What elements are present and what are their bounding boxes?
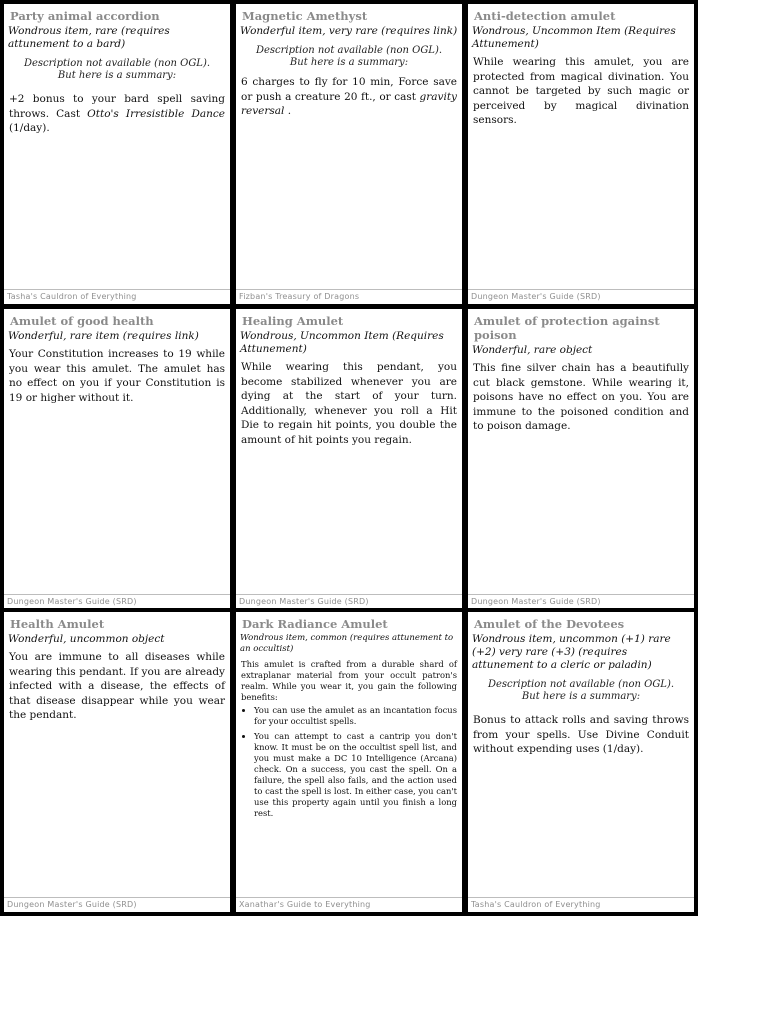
card-type: Wonderful item, very rare (requires link) (240, 25, 458, 37)
card-type: Wondrous, Uncommon Item (Requires Attunement) (240, 330, 444, 355)
card-note-line: Description not available (non OGL). (255, 45, 443, 56)
card-body (4, 82, 230, 136)
list-item: • You can attempt to cast a cantrip you don't know. It must be on the occultist spell list, and you must make a DC 10 Intelligence (Arcana) check. On a success, you cast the spell. On a failure, the spell also fails, and the action used to cast the spell is lost. In either case, you can't use this property again until you finish a long rest. (254, 731, 457, 819)
card-title: Amulet of protection against poison (474, 314, 660, 342)
card-body: This amulet is crafted from a durable shard of extraplanar material from your occult patron's realm. While you wear it, you gain the following benefits: (241, 659, 457, 702)
card-source: Fizban's Treasury of Dragons (236, 289, 462, 304)
card-source: Dungeon Master's Guide (SRD) (4, 897, 230, 912)
card-source: Dungeon Master's Guide (SRD) (4, 594, 230, 609)
card-note-line: But here is a summary: (289, 57, 409, 68)
card-body: This fine silver chain has a beautifully cut black gemstone. While wearing it, poisons have no effect on you. You are immune to the poisoned condition and to poison damage. (473, 362, 689, 432)
card-source: Dungeon Master's Guide (SRD) (468, 594, 694, 609)
card-type: Wondrous item, rare (requires attunement to a bard) (8, 25, 170, 50)
card-type: Wondrous, Uncommon Item (Requires Attunement) (472, 25, 676, 50)
card-type: Wonderful, rare object (472, 344, 593, 356)
list-item: • You can use the amulet as an incantation focus for your occultist spells. (254, 705, 457, 727)
card-type: Wonderful, uncommon object (8, 633, 165, 645)
body-text: (1/day). (9, 122, 50, 134)
card-type: Wonderful, rare item (requires link) (8, 330, 199, 342)
card-body: While wearing this pendant, you become stabilized whenever you are dying at the start of your turn. Additionally, whenever you roll a Hit Die to regain hit points, you double the amount of hit points you regain. (241, 361, 457, 446)
card-source: Xanathar's Guide to Everything (236, 897, 462, 912)
body-text: +2 bonus to your bard spell saving throws. Cast (9, 93, 225, 120)
card-note (236, 38, 462, 69)
card-source: Dungeon Master's Guide (SRD) (236, 594, 462, 609)
card-title: Amulet of good health (10, 314, 154, 328)
item-card (0, 0, 234, 308)
card-body: While wearing this amulet, you are protected from magical divination. You cannot be targeted by such magic or perceived by magical divination sensors. (473, 56, 689, 126)
item-card (464, 0, 698, 308)
body-text: 6 charges to fly for 10 min, Force save or push a creature 20 ft., or cast (241, 76, 457, 103)
item-card (232, 0, 466, 308)
card-title: Healing Amulet (242, 314, 344, 328)
card-body (236, 69, 462, 119)
card-type: Wondrous item, uncommon (+1) rare (+2) very rare (+3) (requires attunement to a cleric or paladin) (472, 633, 671, 671)
card-type: Wondrous item, common (requires attunement to an occultist) (240, 633, 454, 654)
card-source: Tasha's Cauldron of Everything (4, 289, 230, 304)
item-card (464, 305, 698, 613)
card-note-line: But here is a summary: (521, 691, 641, 702)
card-note-line: Description not available (non OGL). (23, 58, 211, 69)
body-text: . (284, 105, 292, 117)
card-body: Your Constitution increases to 19 while you wear this amulet. The amulet has no effect on you if your Constitution is 19 or higher without it. (9, 348, 225, 404)
card-title: Party animal accordion (10, 9, 160, 23)
card-note (4, 51, 230, 82)
card-note (468, 672, 694, 703)
card-note-line: Description not available (non OGL). (487, 679, 675, 690)
card-title: Amulet of the Devotees (474, 617, 625, 631)
item-card (0, 305, 234, 613)
card-body: Bonus to attack rolls and saving throws from your spells. Use Divine Conduit without expending uses (1/day). (473, 714, 689, 755)
card-title: Anti-detection amulet (474, 9, 616, 23)
benefit-list (236, 705, 462, 819)
card-title: Health Amulet (10, 617, 105, 631)
card-title: Magnetic Amethyst (242, 9, 368, 23)
item-card (0, 608, 234, 916)
spell-name: gravity reversal (241, 90, 457, 117)
item-card (232, 608, 466, 916)
item-card (232, 305, 466, 613)
item-card (464, 608, 698, 916)
card-note-line: But here is a summary: (57, 70, 177, 81)
card-source: Tasha's Cauldron of Everything (468, 897, 694, 912)
card-title: Dark Radiance Amulet (242, 617, 388, 631)
card-source: Dungeon Master's Guide (SRD) (468, 289, 694, 304)
spell-name: Otto's Irresistible Dance (87, 107, 225, 120)
card-body: You are immune to all diseases while wearing this pendant. If you are already infected with a disease, the effects of that disease disappear while you wear the pendant. (9, 651, 225, 721)
